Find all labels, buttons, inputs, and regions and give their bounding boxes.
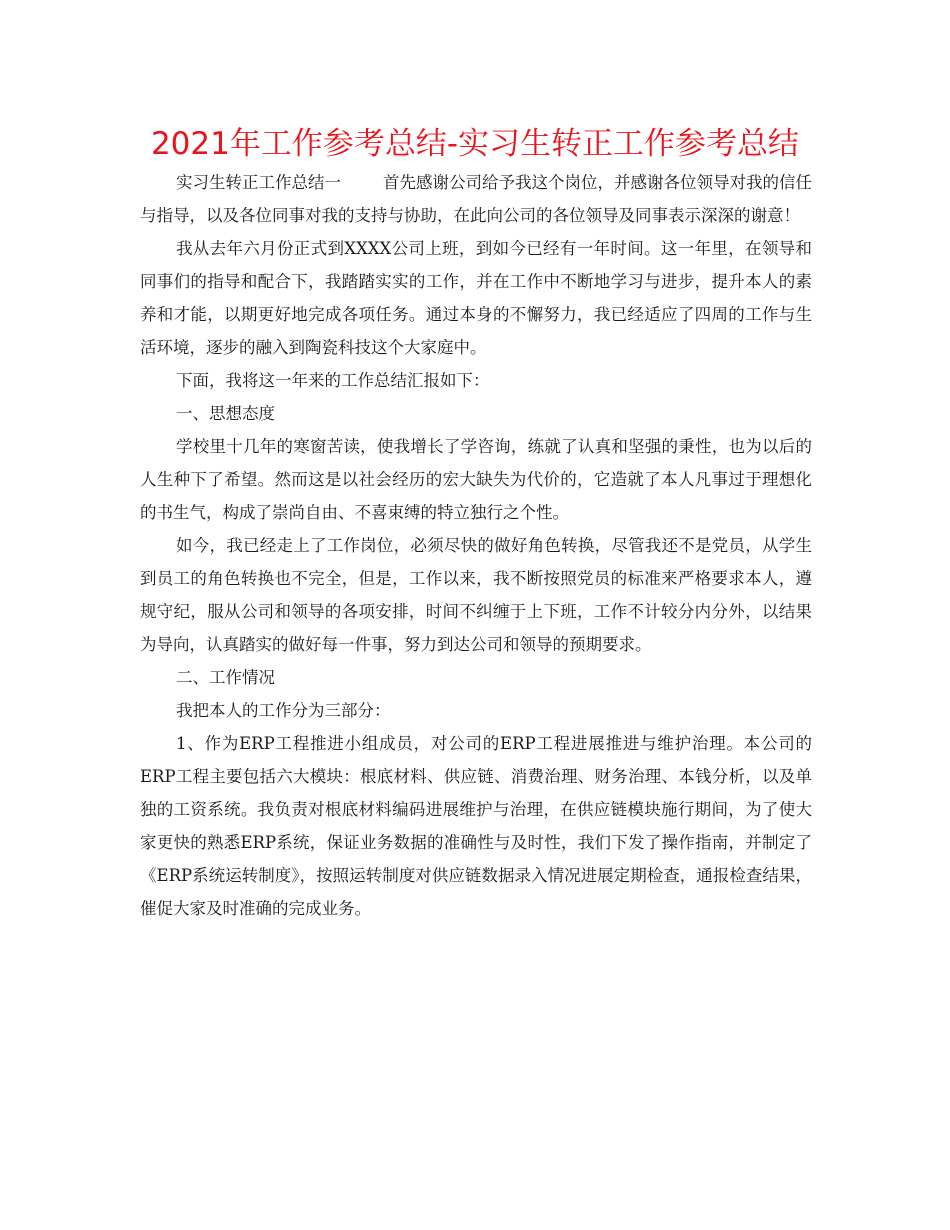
section-heading: 二、工作情况	[176, 668, 275, 687]
section-heading: 一、思想态度	[176, 404, 275, 423]
document-title: 2021年工作参考总结-实习生转正工作参考总结	[150, 126, 800, 162]
paragraph-lead: 实习生转正工作总结一	[176, 173, 341, 192]
paragraph: 我把本人的工作分为三部分：	[176, 701, 391, 720]
paragraph: 我从去年六月份正式到XXXX公司上班，到如今已经有一年时间。这一年里，在领导和同事们的指导和配合下，我踏踏实实的工作，并在工作中不断地学习与进步，提升本人的素养和才能，以期更好地完成各项任务。通过本身的不懈努力，我已经适应了四周的工作与生活环境，逐步的融入到陶瓷科技这个大家庭中。	[140, 239, 812, 357]
paragraph	[140, 166, 812, 232]
paragraph-text: 首先感谢公司给予我这个岗位，并感谢各位领导对我的信任与指导，以及各位同事对我的支持与协助，在此向公司的各位领导及同事表示深深的谢意！	[140, 173, 812, 225]
paragraph: 如今，我已经走上了工作岗位，必须尽快的做好角色转换，尽管我还不是党员，从学生到员工的角色转换也不完全，但是，工作以来，我不断按照党员的标准来严格要求本人，遵规守纪，服从公司和领导的各项安排，时间不纠缠于上下班，工作不计较分内分外，以结果为导向，认真踏实的做好每一件事，努力到达公司和领导的预期要求。	[140, 536, 812, 654]
paragraph: 1、作为ERP工程推进小组成员，对公司的ERP工程进展推进与维护治理。本公司的ERP工程主要包括六大模块：根底材料、供应链、消费治理、财务治理、本钱分析，以及单独的工资系统。我负责对根底材料编码进展维护与治理，在供应链模块施行期间，为了使大家更快的熟悉ERP系统，保证业务数据的准确性与及时性，我们下发了操作指南，并制定了《ERP系统运转制度》，按照运转制度对供应链数据录入情况进展定期检查，通报检查结果，催促大家及时准确的完成业务。	[140, 734, 812, 918]
paragraph: 学校里十几年的寒窗苦读，使我增长了学咨询，练就了认真和坚强的秉性，也为以后的人生种下了希望。然而这是以社会经历的宏大缺失为代价的，它造就了本人凡事过于理想化的书生气，构成了崇尚自由、不喜束缚的特立独行之个性。	[140, 437, 812, 522]
paragraph: 下面，我将这一年来的工作总结汇报如下：	[176, 371, 490, 390]
document-body	[140, 166, 812, 925]
